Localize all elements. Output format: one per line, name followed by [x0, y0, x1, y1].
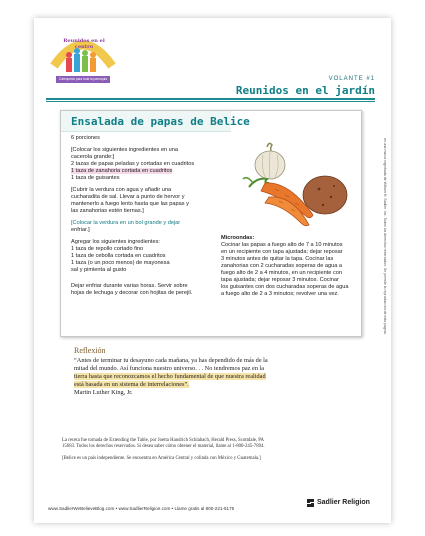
recipe-line: 1 taza de cebolla cortada en cuadritos: [71, 253, 166, 259]
flyer-number: VOLANTE #1: [328, 76, 375, 82]
logo-tagline: Catequesis para toda la parroquia: [58, 77, 108, 81]
reunidos-logo: [48, 30, 118, 92]
recipe-line: cucharadita de sal. Llevar a punto de hervor y: [71, 194, 185, 200]
recipe-portions: 6 porciones: [71, 135, 100, 141]
recipe-line: las zanahorias estén tiernas.]: [71, 208, 144, 214]
reflection-quote: [74, 357, 344, 397]
quote-author: Martin Luther King, Jr.: [74, 389, 133, 396]
recipe-line: tapa ajustada; dejar reposar 3 minutos. Cocinar: [221, 277, 339, 283]
source-line: La receta fue tomada de Extending the Table, por Joetta Handrich Schlabach, Herald Press, Scottdale, PA: [62, 438, 265, 443]
recipe-line: fuego alto de 2 a 4 minutos, en un recipiente con: [221, 270, 342, 276]
recipe-line: [Colocar la verdura en un bol grande y dejar: [71, 220, 181, 226]
recipe-line: Cocinar las papas a fuego alto de 7 a 10 minutos: [221, 242, 343, 248]
vegetables-illustration: [239, 139, 351, 231]
recipe-line: Dejar enfriar durante varias horas. Servir sobre: [71, 283, 188, 289]
recipe-card: [60, 110, 362, 337]
flyer-subtitle: Reunidos en el jardín: [235, 84, 375, 97]
garlic-icon: [255, 143, 285, 179]
recipe-line: mantenerlo a fuego lento hasta que las papas y: [71, 201, 189, 207]
quote-line-highlighted: tierra hasta que reconozcamos el hecho fundamental de que nuestra realidad: [74, 373, 266, 380]
recipe-line: 2 tazas de papas peladas y cortadas en cuadritos: [71, 161, 195, 167]
recipe-step-2: [71, 220, 180, 234]
quote-line-highlighted: está basada en un sistema de interrelaciones”.: [74, 381, 189, 388]
recipe-line: 3 minutos antes de quitar la tapa. Cocinar las: [221, 256, 334, 262]
quote-line: mitad del mundo. Así funciona nuestro universo. . . No tendremos paz en la: [74, 365, 265, 372]
recipe-line: 1 taza de repollo cortado fino: [71, 246, 144, 252]
recipe-ingredients-2: [71, 239, 170, 274]
recipe-line: [Cubrir la verdura con agua y añadir una: [71, 187, 172, 193]
recipe-line: a fuego alto de 2 a 3 minutos; revolver una vez.: [221, 291, 339, 297]
recipe-line: zanahorias con 2 cucharadas soperas de agua a: [221, 263, 342, 269]
logo-title: Reunidos en el centro: [63, 38, 105, 50]
source-note: [62, 438, 362, 450]
recipe-title: Ensalada de papas de Belice: [71, 115, 250, 128]
side-copyright-text: es una marca registrada de William H. Sadlier, Inc. Todos los derechos reservados. Se permite la reproducción de esta página.: [383, 138, 387, 335]
recipe-line: hojas de lechuga y decorar con hojitas de perejil.: [71, 290, 193, 296]
sadlier-logo-icon: [306, 498, 315, 508]
carrot-icon: [243, 178, 313, 226]
flyer-page: [34, 18, 391, 523]
side-copyright: [382, 138, 388, 438]
recipe-step-3: [71, 283, 192, 297]
source-line: 15683. Todos los derechos reservados. Si desea saber cómo obtener el material, llame al 1-800-245-7894.: [62, 444, 265, 449]
header-rule: [46, 98, 375, 100]
header-rule-thin: [46, 101, 375, 102]
recipe-line: los guisantes con dos cucharadas soperas de agua: [221, 284, 349, 290]
recipe-line: sal y pimienta al gusto: [71, 267, 127, 273]
recipe-ingredients-1: [71, 147, 194, 182]
recipe-step-1: [71, 187, 189, 215]
recipe-line: cacerola grande:]: [71, 154, 115, 160]
footer-links: www.SadlierWeBelieveBlog.com • www.SadlierReligion.com • Llame gratis al 800-221-5175: [48, 506, 235, 511]
recipe-line: Agregar los siguientes ingredientes:: [71, 239, 160, 245]
recipe-line: en un recipiente con tapa ajustada; dejar reposar: [221, 249, 343, 255]
reflection-heading: Reflexión: [74, 346, 106, 355]
belize-note: [Belice es un país independiente. Se encuentra en América Central y colinda con México y Guatemala.]: [62, 456, 261, 461]
sadlier-brand: Sadlier Religion: [317, 499, 370, 506]
microwave-heading: Microondas:: [221, 235, 255, 241]
recipe-line: [Colocar los siguientes ingredientes en una: [71, 147, 178, 153]
recipe-line-highlighted: 1 taza de zanahoria cortada en cuadritos: [71, 168, 173, 174]
recipe-line: 1 taza de guisantes: [71, 175, 120, 181]
quote-line: “Antes de terminar tu desayuno cada mañana, ya has dependido de más de la: [74, 357, 268, 364]
recipe-line: enfriar.]: [71, 227, 90, 233]
recipe-line: 1 taza (o un poco menos) de mayonesa: [71, 260, 170, 266]
recipe-microwave: [221, 235, 356, 298]
potato-icon: [303, 176, 347, 214]
